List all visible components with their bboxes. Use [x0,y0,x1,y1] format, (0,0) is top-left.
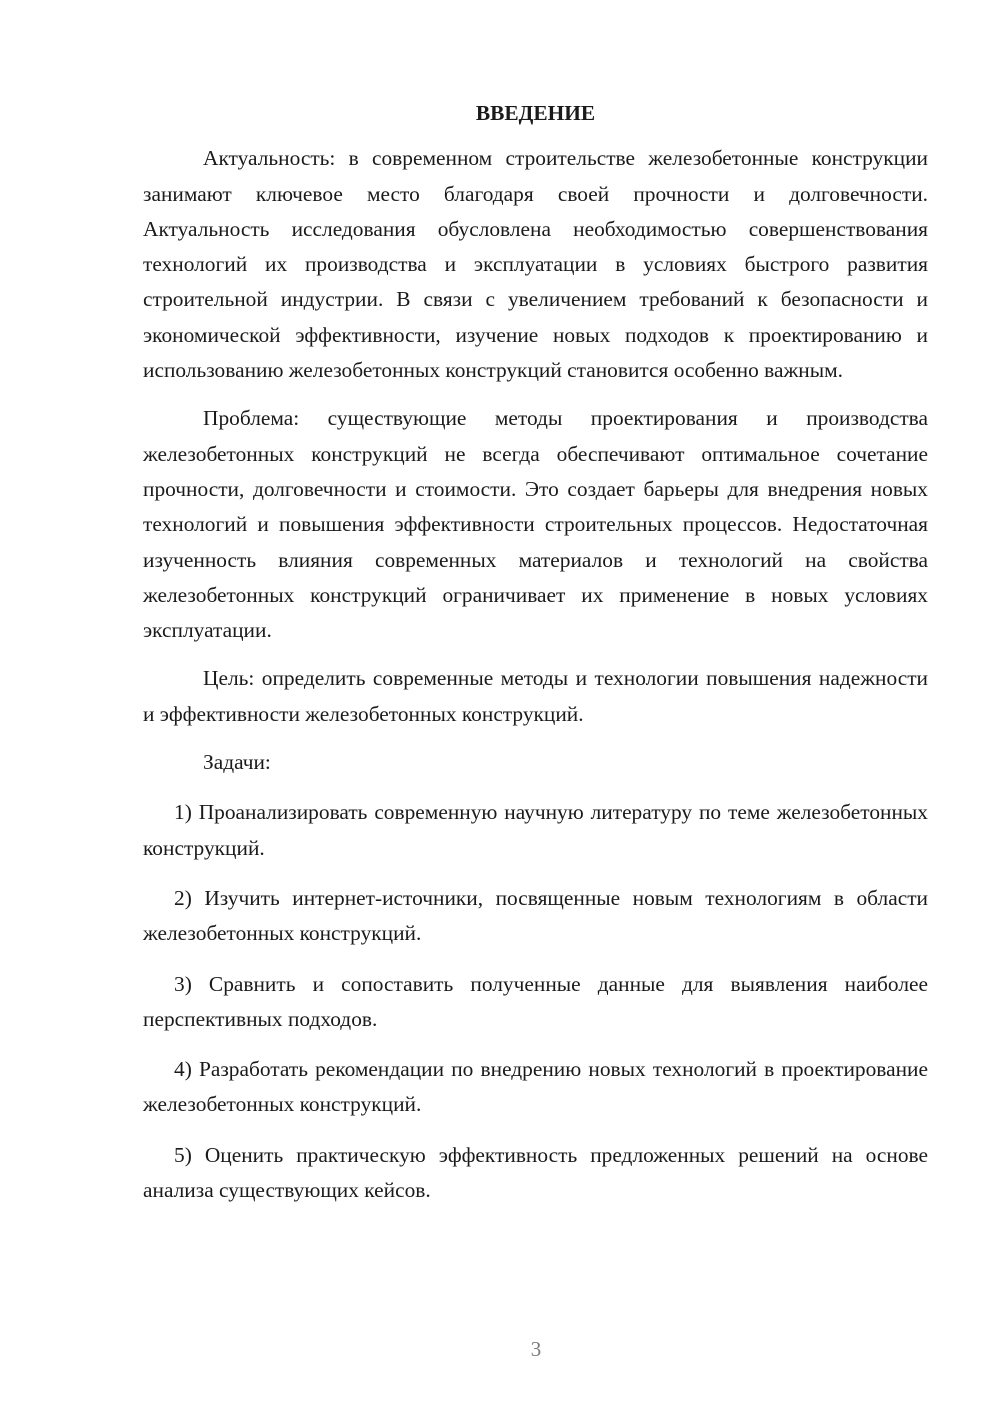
task-item: 1) Проанализировать современную научную литературу по теме железобетонных конструкций. [143,800,928,860]
page-number: 3 [530,1337,542,1361]
paragraph-problem: Проблема: существующие методы проектирования и производства железобетонных конструкций не всегда обеспечивают оптимальное сочетание прочности, долговечности и стоимости. Это создает барьеры для внедрения новых технологий и повышения эффективности строительных процессов. Недостаточная изученность влияния современных материалов и технологий на свойства железобетонных конструкций ограничивает их применение в новых условиях эксплуатации. [143,406,928,643]
task-item: 2) Изучить интернет-источники, посвященные новым технологиям в области железобетонных конструкций. [143,885,928,946]
paragraph-relevance: Актуальность: в современном строительстве железобетонные конструкции занимают ключевое место благодаря своей прочности и долговечности. Актуальность исследования обусловлена необходимостью совершенствования технологий их производства и эксплуатации в условиях быстрого развития строительной индустрии. В связи с увеличением требований к безопасности и экономической эффективности, изучение новых подходов к проектированию и использованию железобетонных конструкций становится особенно важным. [143,146,928,383]
tasks-heading: Задачи: [203,750,271,775]
task-item: 3) Сравнить и сопоставить полученные данные для выявления наиболее перспективных подходов. [143,971,928,1031]
task-item: 4) Разработать рекомендации по внедрению новых технологий в проектирование железобетонных конструкций. [143,1057,928,1117]
task-item: 5) Оценить практическую эффективность предложенных решений на основе анализа существующих кейсов. [143,1142,928,1203]
page-content [143,96,928,1223]
section-title: ВВЕДЕНИЕ [475,101,596,125]
paragraph-goal: Цель: определить современные методы и технологии повышения надежности и эффективности железобетонных конструкций. [143,666,928,726]
